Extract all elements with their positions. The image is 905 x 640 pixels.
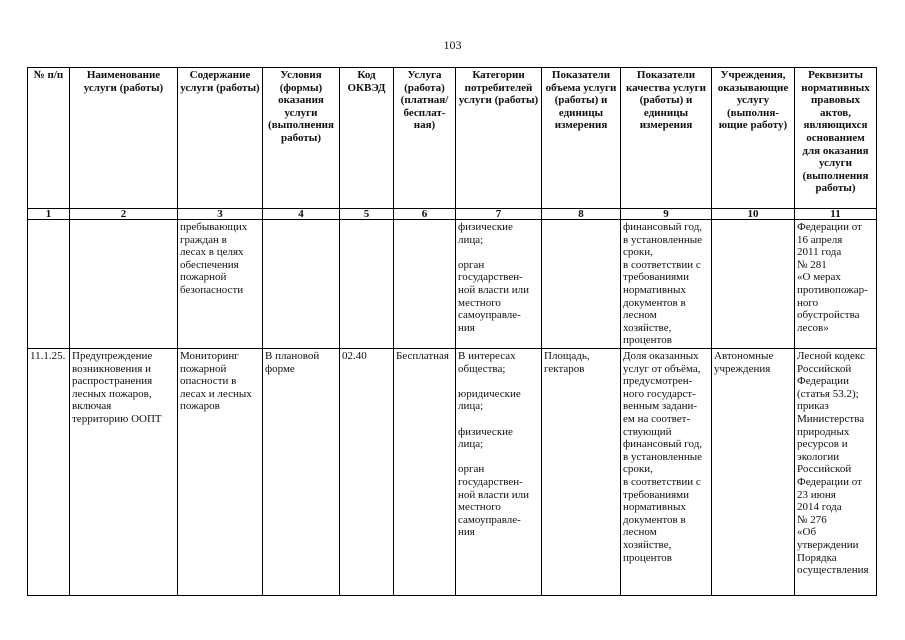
header-volume-indicators: Показатели объема услуги (работы) и единицы измерения	[542, 68, 621, 209]
cell-institutions	[712, 220, 795, 349]
cell-okved-code: 02.40	[340, 349, 394, 596]
header-service-name: Наименование услуги (работы)	[70, 68, 178, 209]
cell-quality-indicators: финансовый год, в установленные сроки, в соответствии с требованиями нормативных документов в лесном хозяйстве, процентов	[621, 220, 712, 349]
column-number: 1	[28, 209, 70, 220]
header-consumer-categories: Категории потребителей услуги (работы)	[456, 68, 542, 209]
cell-legal-acts: Лесной кодекс Российской Федерации (статья 53.2); приказ Министерства природных ресурсов и экологии Российской Федерации от 23 июня 2014 года № 276 «Об утверждении Порядка осуществления	[795, 349, 877, 596]
cell-service-content: Мониторинг пожарной опасности в лесах и лесных пожаров	[178, 349, 263, 596]
services-register-table	[27, 67, 877, 596]
column-number: 6	[394, 209, 456, 220]
column-number: 8	[542, 209, 621, 220]
cell-okved-code	[340, 220, 394, 349]
column-number: 3	[178, 209, 263, 220]
cell-consumer-categories: В интересах общества; юридические лица; физические лица; орган государствен- ной власти или местного самоуправле- ния	[456, 349, 542, 596]
column-number: 10	[712, 209, 795, 220]
header-institutions: Учреждения, оказывающие услугу (выполня-ющие работу)	[712, 68, 795, 209]
header-row	[28, 68, 877, 209]
cell-volume-indicators: Площадь, гектаров	[542, 349, 621, 596]
cell-institutions: Автономные учреждения	[712, 349, 795, 596]
header-conditions: Условия (формы) оказания услуги (выполнения работы)	[263, 68, 340, 209]
header-paid-free: Услуга (работа) (платная/ бесплат-ная)	[394, 68, 456, 209]
cell-conditions: В плановой форме	[263, 349, 340, 596]
table-row-11-1-25	[28, 349, 877, 596]
cell-service-name: Предупреждение возникновения и распространения лесных пожаров, включая территорию ООПТ	[70, 349, 178, 596]
column-number-row	[28, 209, 877, 220]
column-number: 2	[70, 209, 178, 220]
cell-number	[28, 220, 70, 349]
column-number: 11	[795, 209, 877, 220]
cell-service-content: пребывающих граждан в лесах в целях обеспечения пожарной безопасности	[178, 220, 263, 349]
header-service-content: Содержание услуги (работы)	[178, 68, 263, 209]
cell-paid-free	[394, 220, 456, 349]
column-number: 7	[456, 209, 542, 220]
header-number: № п/п	[28, 68, 70, 209]
table-row-continuation	[28, 220, 877, 349]
cell-legal-acts: Федерации от 16 апреля 2011 года № 281 «О мерах противопожар- ного обустройства лесов»	[795, 220, 877, 349]
cell-quality-indicators: Доля оказанных услуг от объёма, предусмотрен- ного государст- венным задани- ем на соответ- ствующий финансовый год, в установленные сроки, в соответствии с требованиями нормативных документов в лесном хозяйстве, процентов	[621, 349, 712, 596]
cell-paid-free: Бесплатная	[394, 349, 456, 596]
header-quality-indicators: Показатели качества услуги (работы) и единицы измерения	[621, 68, 712, 209]
header-okved-code: Код ОКВЭД	[340, 68, 394, 209]
cell-number: 11.1.25.	[28, 349, 70, 596]
cell-service-name	[70, 220, 178, 349]
cell-volume-indicators	[542, 220, 621, 349]
column-number: 5	[340, 209, 394, 220]
page-number: 103	[443, 38, 462, 52]
column-number: 9	[621, 209, 712, 220]
cell-conditions	[263, 220, 340, 349]
header-legal-acts: Реквизиты нормативных правовых актов, являющихся основанием для оказания услуги (выполнения работы)	[795, 68, 877, 209]
cell-consumer-categories: физические лица; орган государствен- ной власти или местного самоуправле- ния	[456, 220, 542, 349]
column-number: 4	[263, 209, 340, 220]
